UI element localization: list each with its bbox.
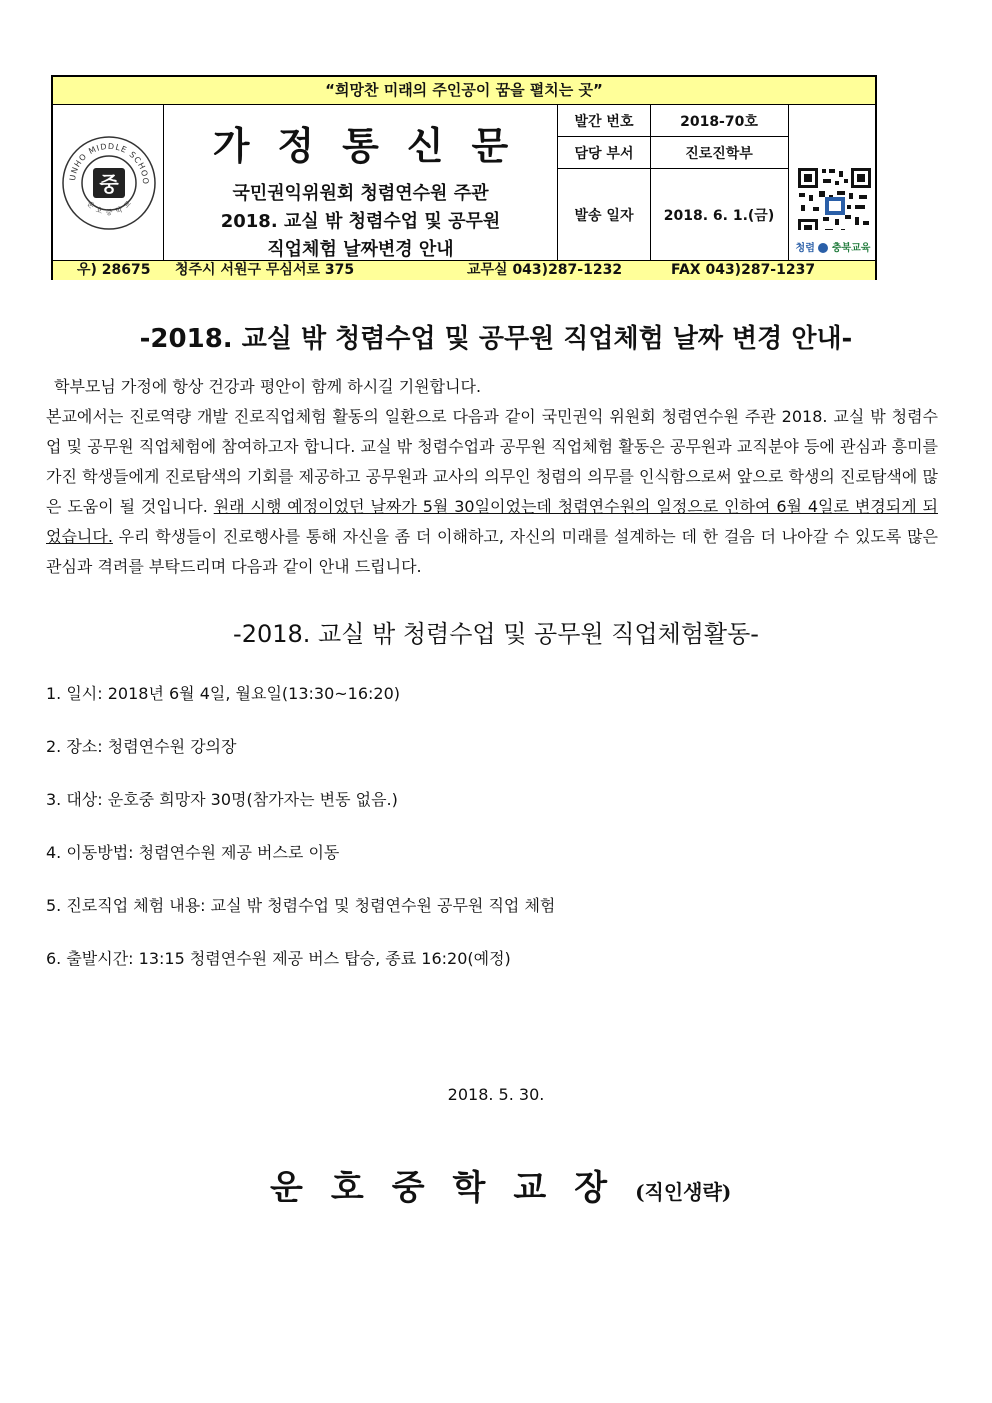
subtitle-line-2: 2018. 교실 밖 청렴수업 및 공무원 [220, 211, 501, 232]
fax-number: FAX 043)287-1237 [671, 262, 816, 278]
qr-code-icon [789, 105, 878, 230]
svg-text:운 호 중 학 교 [85, 199, 133, 217]
school-logo [53, 105, 164, 260]
logo-bottom-text: 운 호 중 학 교 [85, 198, 134, 217]
title-cell [164, 105, 558, 260]
issue-number-label: 발간 번호 [558, 105, 651, 136]
send-date-row [558, 169, 788, 260]
emblem-icon [818, 243, 828, 253]
activity-title: -2018. 교실 밖 청렴수업 및 공무원 직업체험활동- [233, 620, 759, 648]
activity-details-list [46, 682, 555, 1000]
zip-code: 우) 28675 [77, 262, 151, 278]
qr-caption-right: 충북교육 [831, 243, 871, 254]
send-date-label: 발송 일자 [558, 169, 651, 260]
main-title: -2018. 교실 밖 청렴수업 및 공무원 직업체험 날짜 변경 안내- [139, 324, 853, 354]
list-item: 4. 이동방법: 청렴연수원 제공 버스로 이동 [46, 843, 340, 862]
office-phone: 교무실 043)287-1232 [467, 262, 623, 278]
seal-omitted-note: (직인생략) [635, 1180, 732, 1204]
logo-text: UNHO MIDDLE SCHOO [67, 141, 151, 186]
address-bar [53, 261, 875, 280]
newsletter-header [51, 75, 877, 280]
department-row [558, 137, 788, 169]
qr-caption [789, 239, 877, 254]
street-address: 청주시 서원구 무심서로 375 [175, 262, 355, 278]
body-text [46, 372, 938, 582]
paragraph-end: 우리 학생들이 진로행사를 통해 자신을 좀 더 이해하고, 자신의 미래를 설계하는 데 한 걸음 더 나아갈 수 있도록 많은 관심과 격려를 부탁드리며 다음과 같이 안내 드립니다. [46, 527, 938, 576]
document-date: 2018. 5. 30. [447, 1085, 545, 1104]
qr-caption-left: 청렴 [795, 243, 815, 254]
list-item: 6. 출발시간: 13:15 청렴연수원 제공 버스 탑승, 종료 16:20(예정) [46, 949, 511, 968]
issue-info-table [558, 105, 788, 260]
issue-number-value: 2018-70호 [680, 113, 758, 130]
list-item: 2. 장소: 청렴연수원 강의장 [46, 737, 237, 756]
logo-char: 중 [99, 172, 119, 196]
header-main-row [53, 105, 875, 261]
date-change-notice: 원래 시행 예정이었던 날짜가 5월 30일이었는데 청렴연수원의 일정으로 인하여 6월 4일로 변경되게 되었습니다. [46, 497, 938, 546]
list-item: 5. 진로직업 체험 내용: 교실 밖 청렴수업 및 청렴연수원 공무원 직업 체험 [46, 896, 556, 915]
list-item: 3. 대상: 운호중 희망자 30명(참가자는 변동 없음.) [46, 790, 398, 809]
signature [270, 1160, 731, 1209]
subtitle-line-3: 직업체험 날짜변경 안내 [267, 239, 454, 260]
subtitle-line-1: 국민권익위원회 청렴연수원 주관 [232, 183, 489, 204]
school-motto: “희망찬 미래의 주인공이 꿈을 펼치는 곳” [53, 77, 875, 105]
newsletter-title: 가정통신문 [212, 123, 537, 168]
principal-signature: 운호중학교장 [270, 1168, 636, 1208]
school-logo-cell [53, 105, 164, 260]
greeting: 학부모님 가정에 항상 건강과 평안이 함께 하시길 기원합니다. [54, 377, 482, 396]
issue-number-row [558, 105, 788, 137]
paragraph-start: 본교에서는 진로역량 개발 진로직업체험 활동의 일환으로 다음과 같이 국민권익 위원회 청렴연수원 주관 2018. 교실 밖 청렴수업 및 공무원 직업체험에 참여하고자 합니다. 교실 밖 청렴수업과 공무원 직업체험 활동은 공무원과 교직분야 등에 관심과 흥미를 가진 학생들에게 진로탐색의 기회를 제공하고 공무원과 교사의 의무인 청렴의 의무를 인식함으로써 앞으로 학생의 진로탐색에 많은 도움이 될 것입니다. [46, 407, 938, 516]
department-value: 진로진학부 [685, 145, 753, 162]
qr-cell [788, 105, 877, 260]
main-paragraph [46, 402, 938, 582]
list-item: 1. 일시: 2018년 6월 4일, 월요일(13:30~16:20) [46, 684, 401, 703]
department-label: 담당 부서 [558, 137, 651, 168]
send-date-value: 2018. 6. 1.(금) [663, 207, 775, 224]
